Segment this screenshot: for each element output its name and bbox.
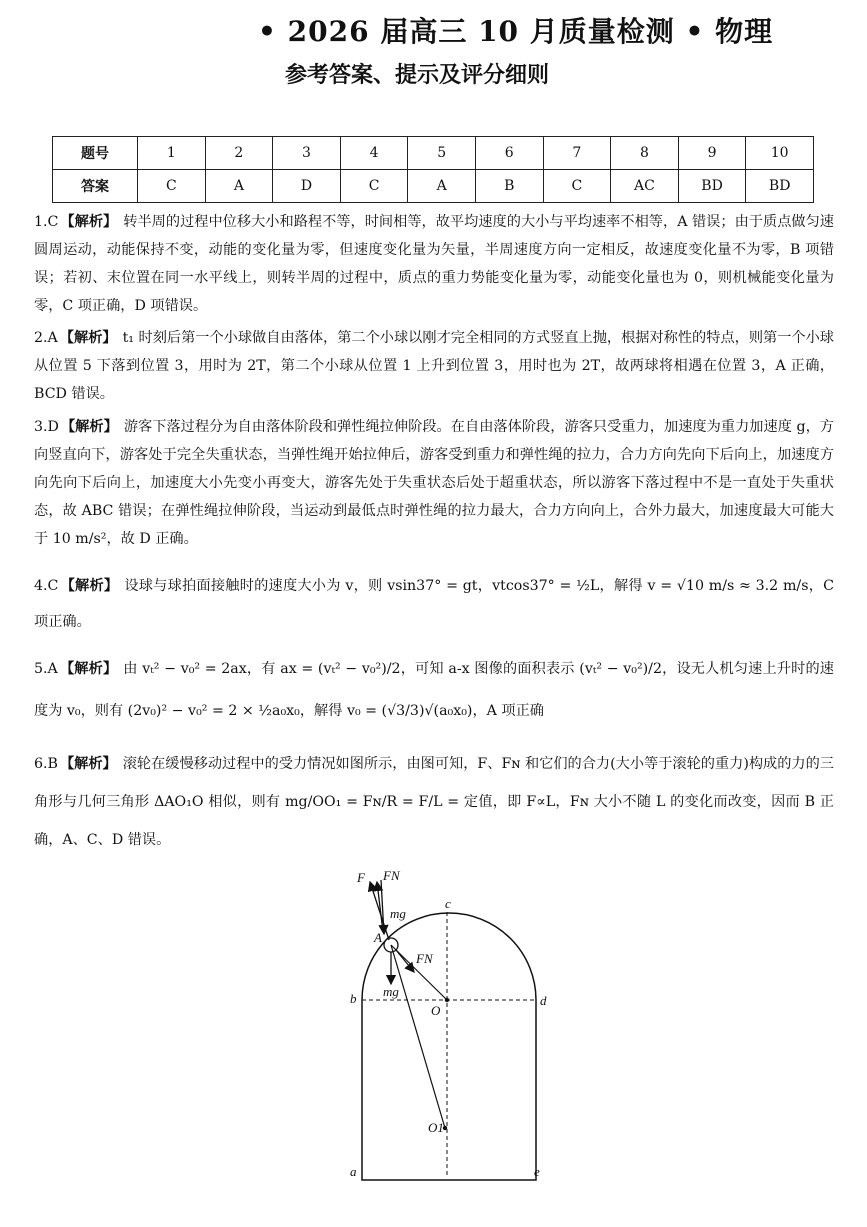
label-b: b bbox=[350, 991, 357, 1006]
solution-number: 3.D bbox=[34, 419, 59, 435]
solution-text: t₁ 时刻后第一个小球做自由落体，第二个小球以刚才完全相同的方式竖直上抛，根据对称性的特点，则第一个小球从位置 5 下落到位置 3，用时为 2T，第二个小球从位置 1 上升到位置 3，用时也为 2T，故两球将相遇在位置 3，A 正确，BCD 错误。 bbox=[34, 330, 834, 402]
answer-table bbox=[52, 136, 814, 203]
label-c: c bbox=[445, 896, 451, 911]
answer-cell: BD bbox=[746, 170, 814, 203]
answer-cell: BD bbox=[678, 170, 746, 203]
row-label-number: 题号 bbox=[53, 137, 138, 170]
solution-text: 游客下落过程分为自由落体阶段和弹性绳拉伸阶段。在自由落体阶段，游客只受重力，加速度为重力加速度 g，方向竖直向下，游客处于完全失重状态，当弹性绳开始拉伸后，游客受到重力和弹性绳的拉力，合力方向先向下后向上，加速度方向先向下后向上，加速度大小先变小再变大，游客先处于失重状态后处于超重状态，所以游客下落过程中不是一直处于失重状态，故 ABC 错误；在弹性绳拉伸阶段，当运动到最低点时弹性绳的拉力最大，合力方向向上，合外力最大，加速度最大可能大于 10 m/s²，故 D 正确。 bbox=[34, 419, 834, 547]
analysis-tag: 【解析】 bbox=[59, 661, 118, 677]
solution-text: 设球与球拍面接触时的速度大小为 v，则 vsin37° = gt，vtcos37° = ½L，解得 v = √10 m/s ≈ 3.2 m/s，C 项正确。 bbox=[34, 578, 834, 630]
answer-table-number-row bbox=[53, 137, 814, 170]
question-number: 2 bbox=[205, 137, 273, 170]
solution-number: 2.A bbox=[34, 330, 58, 346]
question-number: 5 bbox=[408, 137, 476, 170]
solution-number: 6.B bbox=[34, 756, 58, 772]
label-FN-right: FN bbox=[416, 951, 433, 966]
answer-cell: C bbox=[543, 170, 611, 203]
label-e: e bbox=[534, 1164, 540, 1179]
line-A-to-O1 bbox=[391, 945, 445, 1128]
label-O1: O1 bbox=[428, 1120, 444, 1135]
solution-1 bbox=[34, 208, 834, 320]
track-outline bbox=[362, 913, 536, 1180]
question-number: 10 bbox=[746, 137, 814, 170]
analysis-tag: 【解析】 bbox=[60, 578, 119, 594]
answer-cell: C bbox=[138, 170, 206, 203]
label-FN-top: FN bbox=[383, 868, 400, 883]
answer-cell: A bbox=[408, 170, 476, 203]
solution-text: 由 vₜ² − v₀² = 2ax，有 ax = (vₜ² − v₀²)/2，可知 a-x 图像的面积表示 (vₜ² − v₀²)/2，设无人机匀速上升时的速度为 v₀，则有 (2v₀)² − v₀² = 2 × ½a₀x₀，解得 v₀ = (√3/3)√(a₀x₀)，A 项正确 bbox=[34, 661, 834, 719]
analysis-tag: 【解析】 bbox=[60, 419, 118, 435]
label-mg-bottom: mg bbox=[383, 984, 399, 999]
label-F: F bbox=[357, 870, 365, 885]
question-number: 6 bbox=[475, 137, 543, 170]
solution-text: 滚轮在缓慢移动过程中的受力情况如图所示，由图可知，F、Fɴ 和它们的合力(大小等于滚轮的重力)构成的力的三角形与几何三角形 ΔAO₁O 相似，则有 mg/OO₁ = Fɴ/R = F/L = 定值，即 F∝L，Fɴ 大小不随 L 的变化而改变，因而 B 正确，A、C、D 错误。 bbox=[34, 756, 834, 848]
page-title: • 2026 届高三 10 月质量检测 • 物理 bbox=[258, 15, 774, 48]
solution-6 bbox=[34, 745, 834, 859]
label-d: d bbox=[540, 993, 547, 1008]
answer-cell: B bbox=[475, 170, 543, 203]
answer-cell: D bbox=[273, 170, 341, 203]
page-subtitle: 参考答案、提示及评分细则 bbox=[285, 62, 550, 88]
analysis-tag: 【解析】 bbox=[59, 756, 117, 772]
solution-2 bbox=[34, 324, 834, 408]
label-A: A bbox=[374, 930, 382, 945]
label-a: a bbox=[350, 1164, 357, 1179]
question-number: 8 bbox=[611, 137, 679, 170]
solution-number: 1.C bbox=[34, 214, 59, 230]
answer-cell: C bbox=[340, 170, 408, 203]
solution-3 bbox=[34, 413, 834, 553]
question-number: 7 bbox=[543, 137, 611, 170]
force-FN-right-arrow bbox=[396, 950, 414, 972]
label-O: O bbox=[431, 1003, 441, 1018]
force-diagram bbox=[330, 860, 580, 1190]
answer-cell: A bbox=[205, 170, 273, 203]
row-label-answer: 答案 bbox=[53, 170, 138, 203]
solution-number: 4.C bbox=[34, 578, 59, 594]
question-number: 9 bbox=[678, 137, 746, 170]
question-number: 1 bbox=[138, 137, 206, 170]
solution-4 bbox=[34, 568, 834, 640]
solution-number: 5.A bbox=[34, 661, 58, 677]
label-mg-top: mg bbox=[390, 906, 406, 921]
question-number: 4 bbox=[340, 137, 408, 170]
answer-table-answer-row bbox=[53, 170, 814, 203]
analysis-tag: 【解析】 bbox=[59, 330, 117, 346]
answer-cell: AC bbox=[611, 170, 679, 203]
question-number: 3 bbox=[273, 137, 341, 170]
center-O bbox=[445, 998, 449, 1002]
solution-5 bbox=[34, 648, 834, 732]
analysis-tag: 【解析】 bbox=[60, 214, 118, 230]
solution-text: 转半周的过程中位移大小和路程不等，时间相等，故平均速度的大小与平均速率不相等，A 错误；由于质点做匀速圆周运动，动能保持不变，动能的变化量为零，但速度变化量为矢量，半周速度方向一定相反，故速度变化量不为零，B 项错误；若初、末位置在同一水平线上，则转半周的过程中，质点的重力势能变化量为零，动能变化量也为 0，则机械能变化量为零，C 项正确，D 项错误。 bbox=[34, 214, 834, 314]
